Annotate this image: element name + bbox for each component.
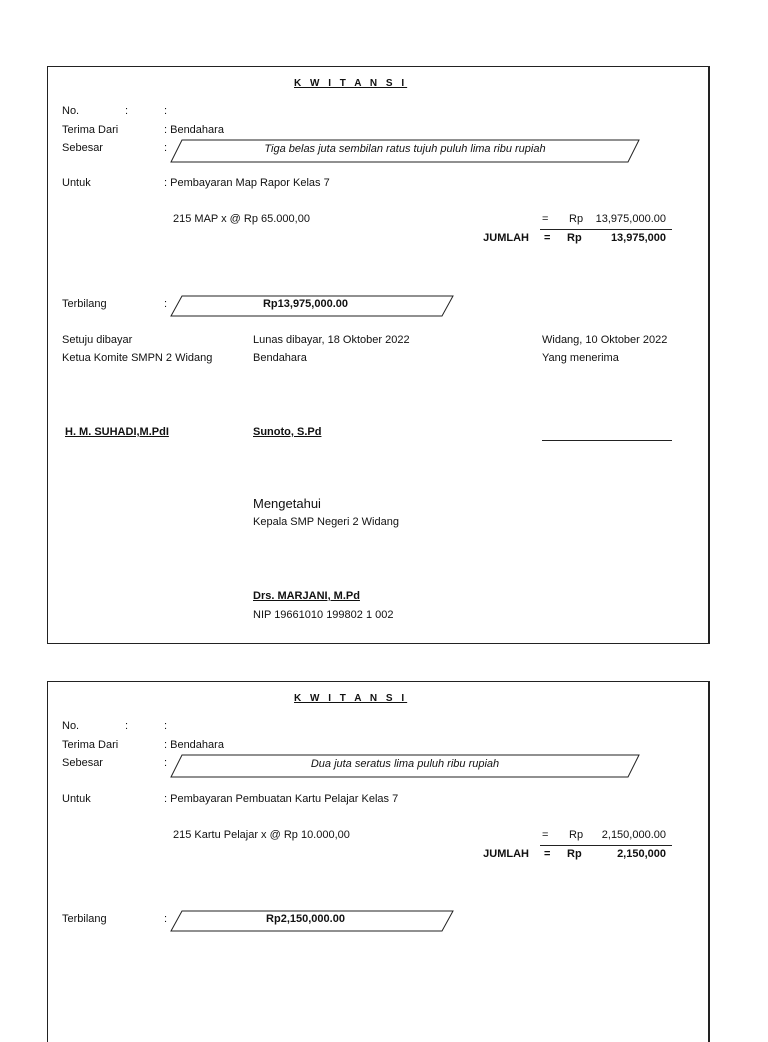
receipt-2 <box>47 681 710 1042</box>
nip-kepala: NIP 19661010 199802 1 002 <box>253 609 394 621</box>
signature-ketua: H. M. SUHADI,M.PdI <box>65 426 169 438</box>
setuju-dibayar: Setuju dibayar <box>62 334 133 346</box>
place-date: Widang, 10 Oktober 2022 <box>542 334 668 346</box>
ketua-komite: Ketua Komite SMPN 2 Widang <box>62 352 213 364</box>
mengetahui: Mengetahui <box>253 496 321 511</box>
terbilang-label: Terbilang <box>62 913 107 925</box>
item-currency: Rp <box>569 213 584 225</box>
item-equals: = <box>542 213 549 225</box>
kepala-sekolah: Kepala SMP Negeri 2 Widang <box>253 516 399 528</box>
item-description: 215 MAP x @ Rp 65.000,00 <box>173 213 310 225</box>
item-description: 215 Kartu Pelajar x @ Rp 10.000,00 <box>173 829 350 841</box>
item-currency: Rp <box>569 829 584 841</box>
signature-kepala: Drs. MARJANI, M.Pd <box>253 590 360 602</box>
sebesar-text: Dua juta seratus lima puluh ribu rupiah <box>310 758 500 770</box>
item-equals: = <box>542 829 549 841</box>
terbilang-colon: : <box>164 298 168 310</box>
jumlah-equals: = <box>544 848 551 860</box>
item-amount: 2,150,000.00 <box>601 829 666 841</box>
untuk-label: Untuk <box>62 793 91 805</box>
terima-label: Terima Dari <box>62 124 119 136</box>
no-label: No. <box>62 105 80 117</box>
terima-label: Terima Dari <box>62 739 119 751</box>
bendahara-title: Bendahara <box>253 352 307 364</box>
terbilang-value: Rp13,975,000.00 <box>262 298 348 310</box>
total-divider <box>540 229 672 230</box>
terbilang-colon: : <box>164 913 168 925</box>
jumlah-label: JUMLAH <box>483 232 529 244</box>
signature-bendahara: Sunoto, S.Pd <box>253 426 322 438</box>
signature-line-penerima <box>542 440 672 441</box>
no-label: No. <box>62 720 80 732</box>
jumlah-label: JUMLAH <box>483 848 529 860</box>
no-separator: : <box>125 105 129 117</box>
no-separator: : <box>125 720 129 732</box>
sebesar-colon: : <box>164 757 168 769</box>
no-separator: : <box>164 720 168 732</box>
receipt-1 <box>47 66 710 644</box>
sebesar-label: Sebesar <box>62 757 103 769</box>
jumlah-amount: 2,150,000 <box>617 848 666 860</box>
yang-menerima: Yang menerima <box>542 352 619 364</box>
receipt-title: K W I T A N S I <box>294 693 408 704</box>
jumlah-currency: Rp <box>567 848 582 860</box>
untuk-value: : Pembayaran Pembuatan Kartu Pelajar Kelas 7 <box>164 793 399 805</box>
jumlah-currency: Rp <box>567 232 582 244</box>
jumlah-amount: 13,975,000 <box>610 232 666 244</box>
receipt-title: K W I T A N S I <box>294 78 408 89</box>
sebesar-colon: : <box>164 142 168 154</box>
terima-value: : Bendahara <box>164 124 224 136</box>
sebesar-label: Sebesar <box>62 142 103 154</box>
jumlah-equals: = <box>544 232 551 244</box>
terbilang-label: Terbilang <box>62 298 107 310</box>
lunas-dibayar: Lunas dibayar, 18 Oktober 2022 <box>253 334 410 346</box>
untuk-label: Untuk <box>62 177 91 189</box>
untuk-value: : Pembayaran Map Rapor Kelas 7 <box>164 177 330 189</box>
item-amount: 13,975,000.00 <box>595 213 666 225</box>
terbilang-value: Rp2,150,000.00 <box>266 913 345 925</box>
total-divider <box>540 845 672 846</box>
terima-value: : Bendahara <box>164 739 224 751</box>
no-separator: : <box>164 105 168 117</box>
sebesar-text: Tiga belas juta sembilan ratus tujuh puluh lima ribu rupiah <box>264 143 546 155</box>
